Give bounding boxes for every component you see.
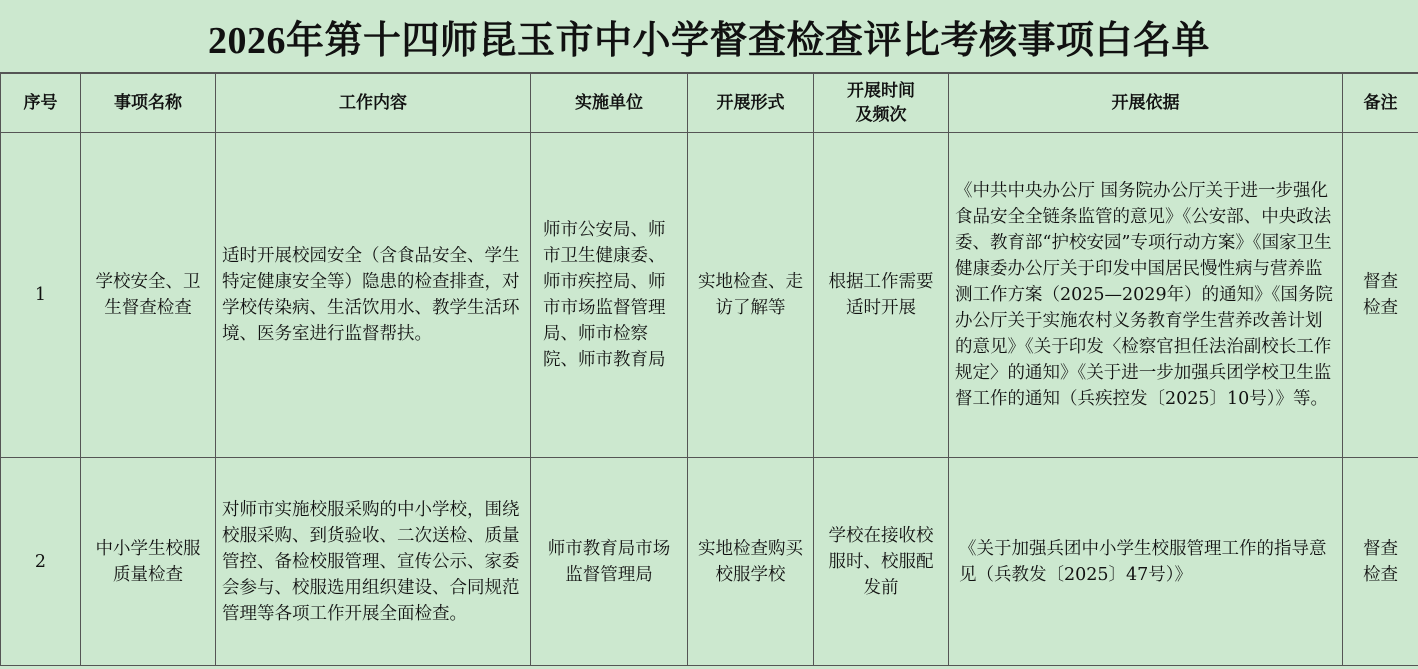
cell-time: 学校在接收校服时、校服配发前: [814, 458, 949, 666]
table-row: [1, 458, 1418, 666]
cell-form: 实地检查购买校服学校: [688, 458, 814, 666]
cell-item-name: 中小学生校服质量检查: [81, 458, 216, 666]
page-title: 2026年第十四师昆玉市中小学督查检查评比考核事项白名单: [0, 0, 1418, 73]
header-time-line2: 及频次: [855, 105, 907, 125]
cell-seq: 2: [1, 458, 81, 666]
cell-item-name: 学校安全、卫生督查检查: [81, 133, 216, 458]
cell-content: 对师市实施校服采购的中小学校，围绕校服采购、到货验收、二次送检、质量管控、备检校服管理、宣传公示、家委会参与、校服选用组织建设、合同规范管理等各项工作开展全面检查。: [216, 458, 531, 666]
cell-remark: 督查检查: [1343, 458, 1418, 666]
header-unit: 实施单位: [531, 74, 688, 133]
header-basis: 开展依据: [949, 74, 1343, 133]
header-item-name: 事项名称: [81, 74, 216, 133]
cell-time: 根据工作需要适时开展: [814, 133, 949, 458]
table-header-row: [1, 74, 1418, 133]
cell-unit: 师市公安局、师市卫生健康委、师市疾控局、师市市场监督管理局、师市检察院、师市教育局: [531, 133, 688, 458]
header-form: 开展形式: [688, 74, 814, 133]
header-time-line1: 开展时间: [847, 81, 915, 101]
whitelist-table: [0, 73, 1418, 666]
header-content: 工作内容: [216, 74, 531, 133]
cell-basis: 《关于加强兵团中小学生校服管理工作的指导意见（兵教发〔2025〕47号）》: [949, 458, 1343, 666]
header-time: [814, 74, 949, 133]
cell-unit: 师市教育局市场监督管理局: [531, 458, 688, 666]
cell-seq: 1: [1, 133, 81, 458]
header-remark: 备注: [1343, 74, 1418, 133]
cell-basis: 《中共中央办公厅 国务院办公厅关于进一步强化食品安全全链条监管的意见》《公安部、中央政法委、教育部“护校安园”专项行动方案》《国家卫生健康委办公厅关于印发中国居民慢性病与营养监测工作方案（2025—2029年）的通知》《国务院办公厅关于实施农村义务教育学生营养改善计划的意见》《关于印发〈检察官担任法治副校长工作规定〉的通知》《关于进一步加强兵团学校卫生监督工作的通知（兵疾控发〔2025〕10号）》等。: [949, 133, 1343, 458]
cell-form: 实地检查、走访了解等: [688, 133, 814, 458]
table-row: [1, 133, 1418, 458]
cell-remark: 督查检查: [1343, 133, 1418, 458]
cell-content: 适时开展校园安全（含食品安全、学生特定健康安全等）隐患的检查排查，对学校传染病、生活饮用水、教学生活环境、医务室进行监督帮扶。: [216, 133, 531, 458]
header-seq: 序号: [1, 74, 81, 133]
